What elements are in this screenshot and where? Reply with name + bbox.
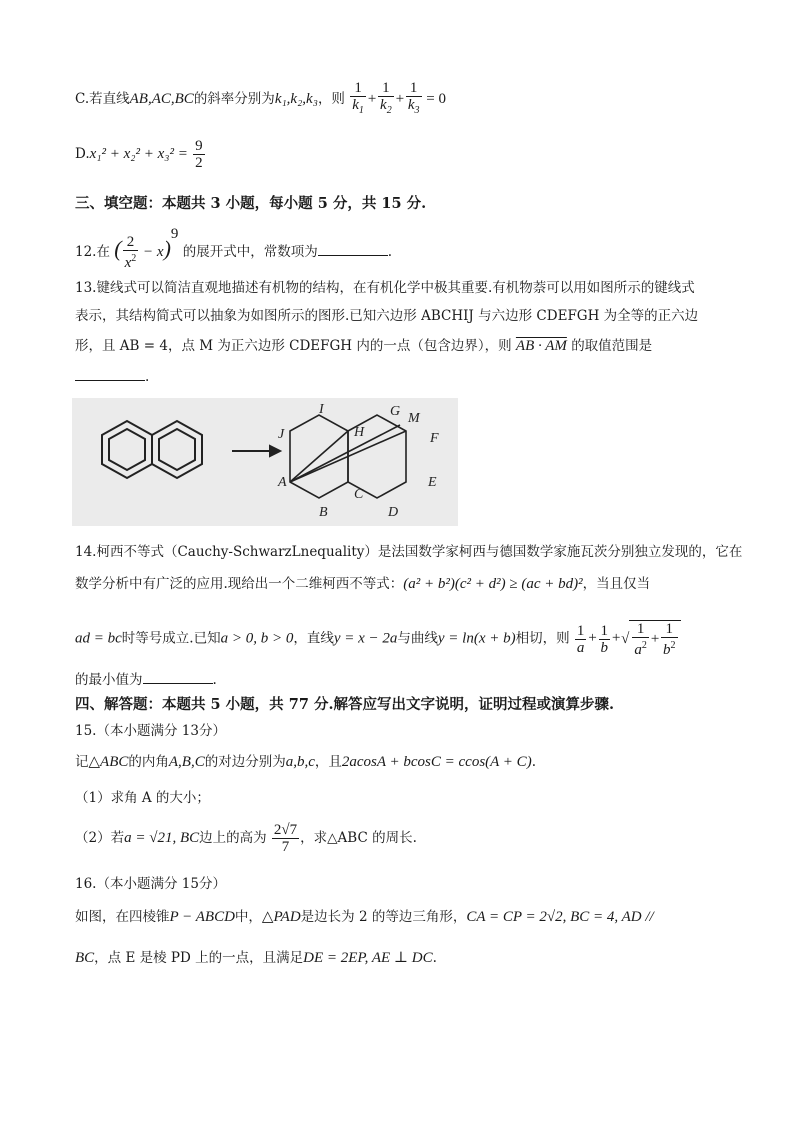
label-M: M <box>408 411 420 426</box>
question-12: 12.在 ( $\frac{2}{x^2}$ − x)$^9$ 的展开式中，常数项为 . <box>75 226 392 272</box>
question-13-line1: 13.键线式可以简洁直观地描述有机物的结构，在有机化学中极其重要.有机物萘可以用如图所示的键线式 <box>75 280 695 296</box>
question-14-line3: ad = bc时等号成立.已知a > 0, b > 0，直线y = x − 2a与曲线y = ln(x + b)相切，则 $\frac{1}{a}$ + $\frac{1}{b}$ +√ $\frac{1}{a^2}$ + $\frac{1}{b^2}$ <box>75 620 681 658</box>
question-15-part1: （1）求角 A 的大小； <box>75 790 210 806</box>
section3-title: 三、填空题：本题共 3 小题，每小题 5 分，共 15 分. <box>75 195 427 212</box>
question-15-head: 15.（本小题满分 13分） <box>75 723 226 739</box>
option-d: D.x₁² + x₂² + x₃² = $\frac{9}{2}$ <box>75 138 203 171</box>
question-13-blank: . <box>75 368 149 385</box>
label-H: H <box>354 425 365 440</box>
question-15-stem: 记△ABC的内角A,B,C的对边分别为a,b,c，且2acosA + bcosC = ccos(A + C). <box>75 754 536 770</box>
label-B: B <box>319 505 328 520</box>
label-F: F <box>430 431 439 446</box>
nine-halves: $\frac{9}{2}$ <box>195 138 203 171</box>
slope-reciprocal-sum: $\frac{1}{k_1}$ + $\frac{1}{k_2}$ + $\frac{1}{k_3}$ <box>352 80 420 116</box>
naphthalene-figure <box>72 398 458 526</box>
label-E: E <box>428 475 437 490</box>
question-13-line3: 形，且 AB = 4，点 M 为正六边形 CDEFGH 内的一点（包含边界），则 AB · AM 的取值范围是 <box>75 338 653 354</box>
label-A: A <box>278 475 287 490</box>
hexagon-diagram <box>72 398 458 526</box>
label-G: G <box>390 404 401 419</box>
question-16-line1: 如图，在四棱锥P − ABCD中，△PAD是边长为 2 的等边三角形，CA = CP = 2√2, BC = 4, AD // <box>75 909 654 925</box>
naphthalene-icon <box>102 421 202 478</box>
question-16-line2: BC，点 E 是棱 PD 上的一点，且满足DE = 2EP, AE ⊥ DC. <box>75 950 437 966</box>
binomial-expression: ( <box>114 236 122 261</box>
section4-title: 四、解答题：本题共 5 小题，共 77 分.解答应写出文字说明，证明过程或演算步骤. <box>75 696 615 713</box>
answer-blank-12 <box>318 243 388 256</box>
label-J: J <box>278 427 285 442</box>
question-14-line4: 的最小值为 . <box>75 672 217 688</box>
question-15-part2: （2）若a = √21, BC边上的高为 $\frac{2√7}{7}$ ，求△ABC 的周长. <box>75 822 417 855</box>
question-16-head: 16.（本小题满分 15分） <box>75 876 226 892</box>
question-14-line1: 14.柯西不等式（Cauchy-SchwarzLnequality）是法国数学家柯西与德国数学家施瓦茨分别独立发现的，它在 <box>75 544 743 560</box>
arrow-icon <box>232 446 280 456</box>
question-13-line2: 表示，其结构简式可以抽象为如图所示的图形.已知六边形 ABCHIJ 与六边形 CDEFGH 为全等的正六边 <box>75 308 699 324</box>
target-expression: $\frac{1}{a}$ + $\frac{1}{b}$ +√ $\frac{1}{a^2}$ + $\frac{1}{b^2}$ <box>574 630 681 646</box>
label-D: D <box>388 505 399 520</box>
height-fraction: $\frac{2√7}{7}$ <box>273 822 298 855</box>
label-I: I <box>319 402 324 417</box>
two-hexagons <box>290 415 406 498</box>
question-14-line2: 数学分析中有广泛的应用.现给出一个二维柯西不等式：(a² + b²)(c² + d²) ≥ (ac + bd)²，当且仅当 <box>75 576 651 592</box>
option-c: C.若直线AB,AC,BC的斜率分别为k₁,k₂,k₃，则 $\frac{1}{k_1}$ + $\frac{1}{k_2}$ + $\frac{1}{k_3}$ = 0 <box>75 80 446 116</box>
vector-dot-product: AB · AM <box>515 338 567 354</box>
label-C: C <box>354 487 364 502</box>
